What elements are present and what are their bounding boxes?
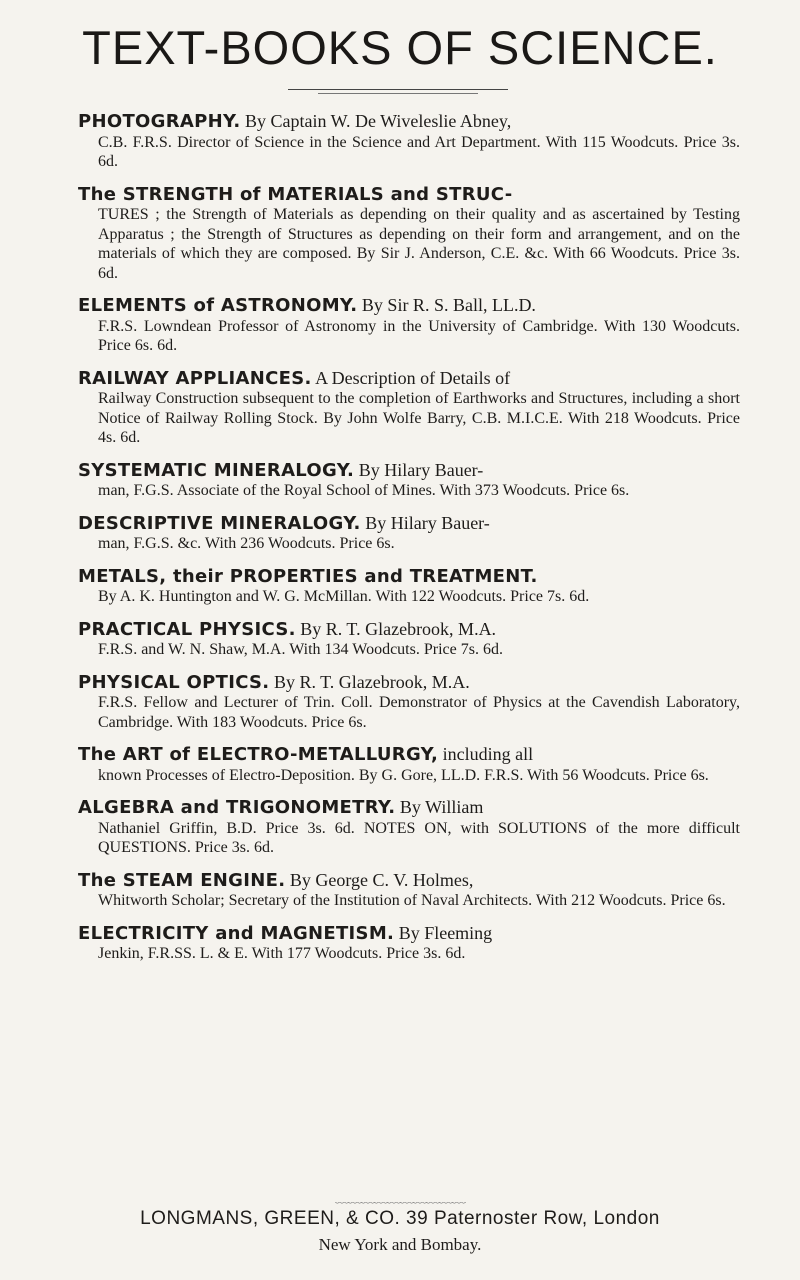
book-entry-strength-of-materials (78, 185, 740, 284)
book-heading: SYSTEMATIC MINERALOGY. (78, 459, 355, 481)
book-lead: By Fleeming (394, 922, 493, 943)
book-entry-astronomy (78, 296, 740, 356)
book-heading: METALS, their PROPERTIES and TREATMENT. (78, 565, 538, 587)
wavy-ornament-divider: ﹏﹏﹏﹏﹏﹏﹏﹏﹏﹏ (335, 1191, 465, 1206)
book-heading: The ART of ELECTRO-METALLURGY, (78, 744, 439, 765)
book-entry-systematic-mineralogy (78, 461, 740, 501)
book-entry-electricity-magnetism (78, 924, 740, 964)
book-lead: By R. T. Glazebrook, M.A. (295, 618, 497, 639)
book-lead: By Hilary Bauer- (360, 512, 490, 533)
book-heading: ELEMENTS of ASTRONOMY. (78, 295, 358, 316)
book-lead: By George C. V. Holmes, (285, 869, 474, 890)
book-entry-practical-physics (78, 620, 740, 660)
book-entry-metals (78, 567, 740, 607)
book-lead: including all (438, 744, 534, 764)
book-entry-physical-optics (78, 673, 740, 733)
book-description: F.R.S. Fellow and Lecturer of Trin. Coll. Demonstrator of Physics at the Cavendish Laboratory, Cambridge. With 183 Woodcuts. Price 6s. (98, 694, 740, 731)
book-lead: A Description of Details of (311, 367, 511, 388)
book-description: F.R.S. Lowndean Professor of Astronomy in the University of Cambridge. With 130 Woodcuts. Price 6s. 6d. (98, 317, 740, 354)
publisher-line: LONGMANS, GREEN, & CO. 39 Paternoster Row, London (140, 1208, 660, 1229)
book-lead: By Captain W. De Wiveleslie Abney, (240, 111, 512, 131)
book-heading: PHYSICAL OPTICS. (78, 671, 270, 693)
book-heading: The STRENGTH of MATERIALS and STRUC- (78, 183, 513, 205)
book-lead: By Sir R. S. Ball, LL.D. (357, 295, 536, 315)
book-description: Nathaniel Griffin, B.D. Price 3s. 6d. NOTES ON, with SOLUTIONS of the more difficult QUESTIONS. Price 3s. 6d. (98, 819, 740, 856)
book-lead: By Hilary Bauer- (354, 459, 484, 480)
book-description: Railway Construction subsequent to the completion of Earthworks and Structures, including a short Notice of Railway Rolling Stock. By John Wolfe Barry, C.B. M.I.C.E. With 218 Woodcuts. Price 4s. 6d. (98, 390, 740, 446)
publisher-cities: New York and Bombay. (318, 1235, 482, 1254)
book-lead: By William (395, 797, 484, 817)
book-heading: DESCRIPTIVE MINERALOGY. (78, 512, 361, 534)
book-description: known Processes of Electro-Deposition. By G. Gore, LL.D. F.R.S. With 56 Woodcuts. Price 6s. (98, 766, 709, 784)
book-description: TURES ; the Strength of Materials as depending on their quality and as ascertained by Testing Apparatus ; the Strength of Structures as depending on their form and arrangement, and on the materials of which they are composed. By Sir J. Anderson, C.E. &c. With 66 Woodcuts. Price 3s. 6d. (98, 206, 740, 282)
book-entry-steam-engine (78, 871, 740, 911)
book-entry-photography (78, 112, 740, 172)
book-description: C.B. F.R.S. Director of Science in the Science and Art Department. With 115 Woodcuts. Price 3s. 6d. (98, 133, 740, 170)
book-list (78, 112, 740, 977)
book-entry-algebra-trigonometry (78, 798, 740, 858)
book-heading: ELECTRICITY and MAGNETISM. (78, 922, 395, 944)
book-entry-railway-appliances (78, 369, 740, 448)
book-description: By A. K. Huntington and W. G. McMillan. With 122 Woodcuts. Price 7s. 6d. (98, 588, 590, 605)
book-description: man, F.G.S. Associate of the Royal School of Mines. With 373 Woodcuts. Price 6s. (98, 482, 630, 499)
book-heading: PHOTOGRAPHY. (78, 111, 241, 132)
title-rule (288, 89, 508, 90)
book-heading: ALGEBRA and TRIGONOMETRY. (78, 797, 396, 818)
book-heading: PRACTICAL PHYSICS. (78, 618, 296, 640)
book-description: F.R.S. and W. N. Shaw, M.A. With 134 Woodcuts. Price 7s. 6d. (98, 641, 503, 658)
book-entry-descriptive-mineralogy (78, 514, 740, 554)
book-heading: RAILWAY APPLIANCES. (78, 367, 312, 389)
page-title: TEXT-BOOKS OF SCIENCE. (82, 21, 718, 74)
book-description: Jenkin, F.R.SS. L. & E. With 177 Woodcuts. Price 3s. 6d. (98, 945, 466, 962)
title-rule-lower (318, 93, 478, 94)
book-description: man, F.G.S. &c. With 236 Woodcuts. Price 6s. (98, 535, 395, 552)
book-heading: The STEAM ENGINE. (78, 869, 286, 891)
book-entry-electro-metallurgy (78, 745, 740, 785)
book-lead: By R. T. Glazebrook, M.A. (269, 671, 470, 692)
book-description: Whitworth Scholar; Secretary of the Institution of Naval Architects. With 212 Woodcuts. Price 6s. (98, 892, 726, 909)
